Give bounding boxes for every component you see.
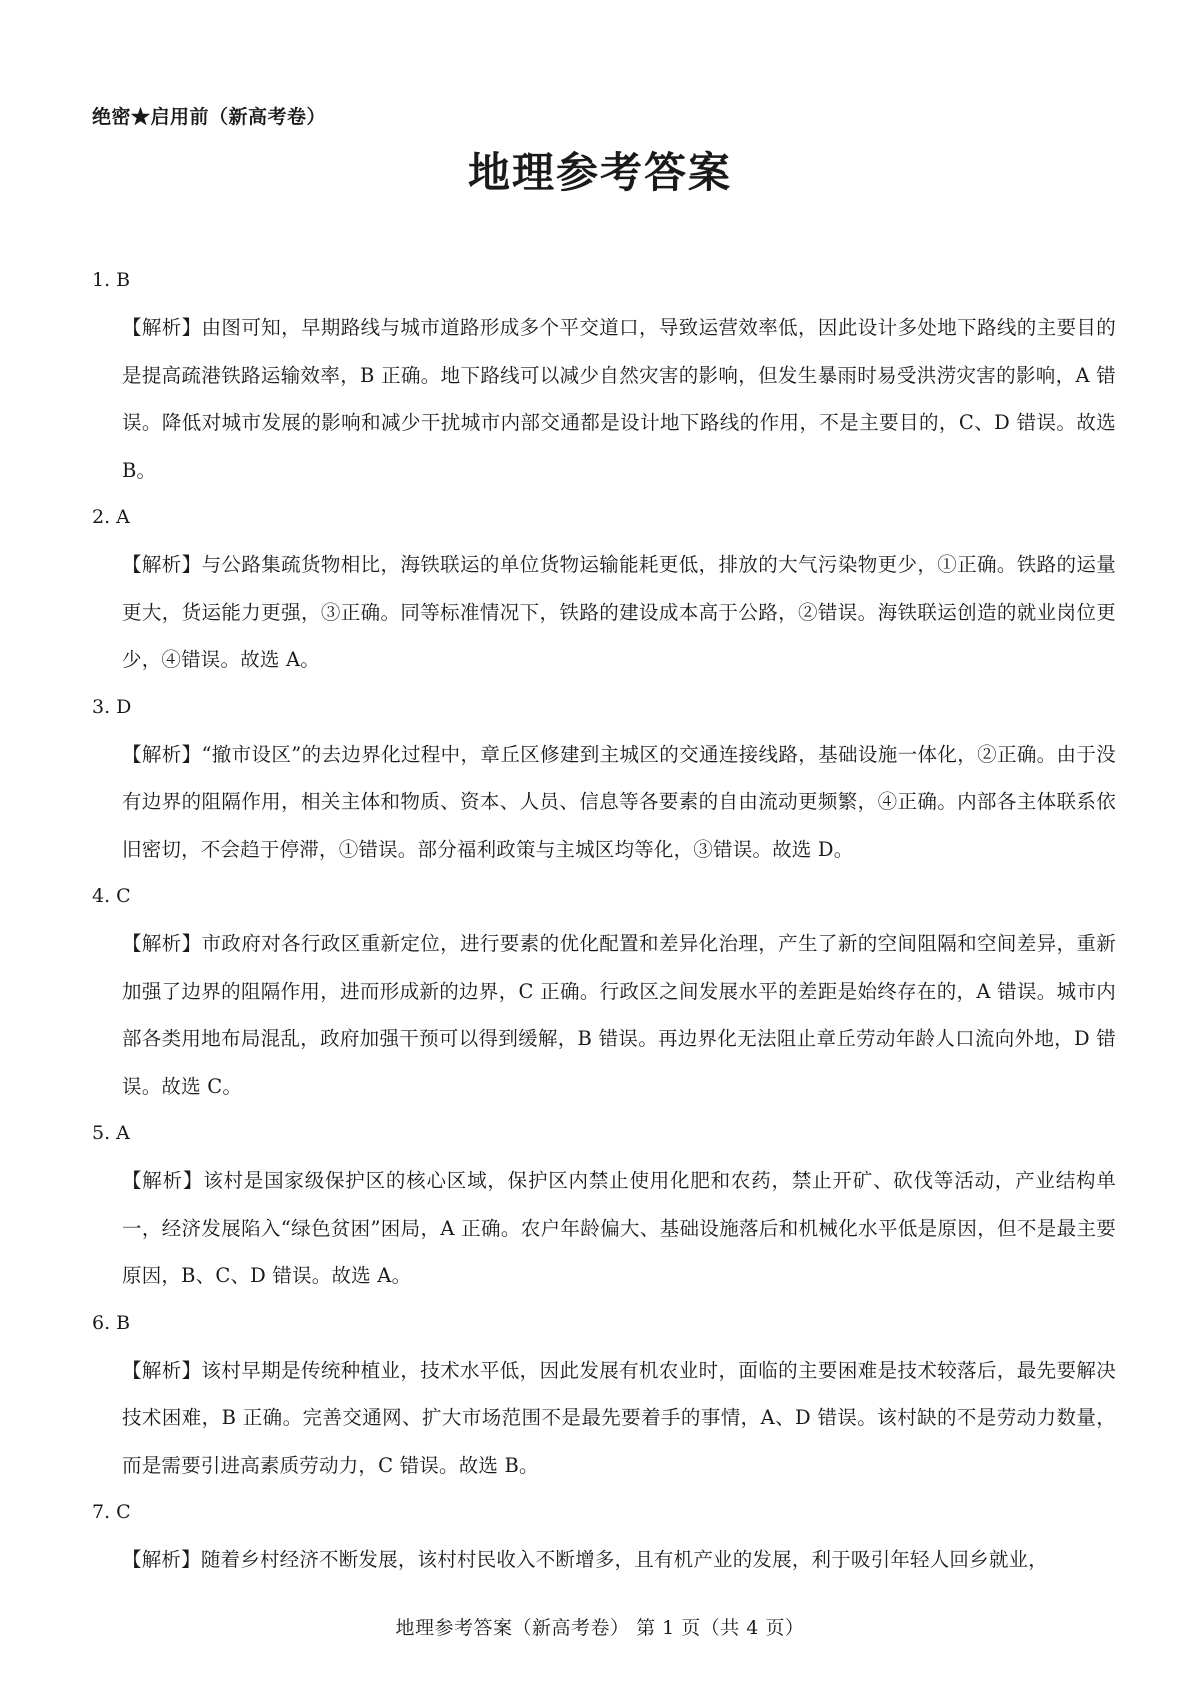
answer-item-3 (92, 684, 1116, 874)
question-number: 3. D (92, 695, 132, 718)
explanation (122, 1157, 1116, 1300)
question-number: 7. C (92, 1501, 131, 1523)
explanation-text: 该村早期是传统种植业，技术水平低，因此发展有机农业时，面临的主要困难是技术较落后，最先要解决技术困难，B 正确。完善交通网、扩大市场范围不是最先要着手的事情，A、D 错误。该村缺的不是劳动力数量，而是需要引进高素质劳动力，C 错误。故选 B。 (122, 1358, 1116, 1477)
question-number: 1. B (92, 269, 131, 291)
explanation (122, 304, 1116, 494)
question-number: 6. B (92, 1311, 131, 1334)
answer-item-7 (92, 1489, 1116, 1584)
answer-item-1 (92, 257, 1116, 494)
explanation-text: 该村是国家级保护区的核心区域，保护区内禁止使用化肥和农药，禁止开矿、砍伐等活动，产业结构单一，经济发展陷入“绿色贫困”困局，A 正确。农户年龄偏大、基础设施落后和机械化水平低是原因，但不是最主要原因，B、C、D 错误。故选 A。 (122, 1169, 1116, 1287)
answer-item-6 (92, 1300, 1116, 1490)
explanation (122, 1536, 1116, 1584)
explanation-text: “撤市设区”的去边界化过程中，章丘区修建到主城区的交通连接线路，基础设施一体化，②正确。由于没有边界的阻隔作用，相关主体和物质、资本、人员、信息等各要素的自由流动更频繁，④正确。内部各主体联系依旧密切，不会趋于停滞，①错误。部分福利政策与主城区均等化，③错误。故选 D。 (122, 742, 1116, 861)
explanation (122, 541, 1116, 684)
answer-item-4 (92, 873, 1116, 1110)
explanation-text: 随着乡村经济不断发展，该村村民收入不断增多，且有机产业的发展，利于吸引年轻人回乡就业， (200, 1548, 1048, 1571)
explanation (122, 1347, 1116, 1490)
explanation-tag: 【解析】 (122, 742, 202, 766)
page-footer: 地理参考答案（新高考卷） 第 1 页（共 4 页） (395, 1617, 805, 1639)
classification-label: 绝密★启用前（新高考卷） (92, 106, 327, 128)
page-title: 地理参考答案 (467, 148, 732, 197)
answer-item-2 (92, 494, 1116, 684)
question-number: 4. C (92, 885, 131, 907)
explanation-tag: 【解析】 (122, 316, 202, 339)
explanation-tag: 【解析】 (122, 553, 202, 576)
explanation (122, 731, 1116, 874)
explanation-text: 由图可知，早期路线与城市道路形成多个平交道口，导致运营效率低，因此设计多处地下路线的主要目的是提高疏港铁路运输效率，B 正确。地下路线可以减少自然灾害的影响，但发生暴雨时易受洪涝灾害的影响，A 错误。降低对城市发展的影响和减少干扰城市内部交通都是设计地下路线的作用，不是主要目的，C、D 错误。故选 B。 (122, 316, 1116, 482)
answer-list (92, 257, 1116, 1584)
explanation-tag: 【解析】 (122, 932, 202, 955)
explanation-tag: 【解析】 (122, 1358, 202, 1382)
explanation-text: 市政府对各行政区重新定位，进行要素的优化配置和差异化治理，产生了新的空间阻隔和空间差异，重新加强了边界的阻隔作用，进而形成新的边界，C 正确。行政区之间发展水平的差距是始终存在的，A 错误。城市内部各类用地布局混乱，政府加强干预可以得到缓解，B 错误。再边界化无法阻止章丘劳动年龄人口流向外地，D 错误。故选 C。 (122, 932, 1116, 1098)
explanation (122, 920, 1116, 1110)
question-number: 5. A (92, 1122, 130, 1144)
answer-item-5 (92, 1110, 1116, 1300)
explanation-tag: 【解析】 (122, 1169, 204, 1192)
question-number: 2. A (92, 506, 130, 528)
explanation-text: 与公路集疏货物相比，海铁联运的单位货物运输能耗更低，排放的大气污染物更少，①正确。铁路的运量更大，货运能力更强，③正确。同等标准情况下，铁路的建设成本高于公路，②错误。海铁联运创造的就业岗位更少，④错误。故选 A。 (122, 553, 1116, 671)
explanation-tag: 【解析】 (122, 1548, 201, 1571)
